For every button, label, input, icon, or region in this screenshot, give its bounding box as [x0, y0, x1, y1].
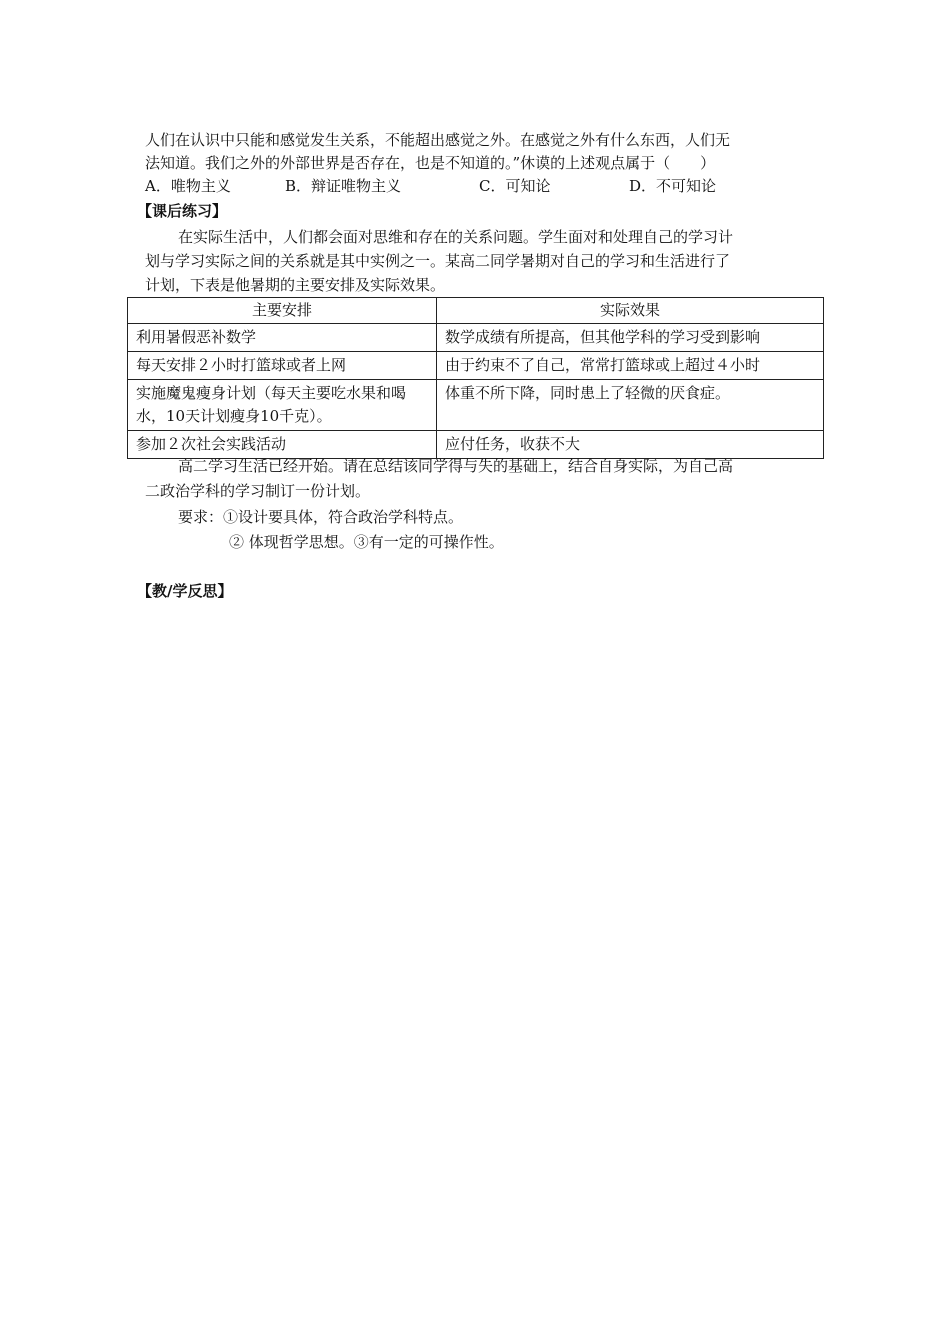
option-c: C．可知论 — [479, 177, 551, 195]
task-line-1: 高二学习生活已经开始。请在总结该同学得与失的基础上，结合自身实际，为自己高 — [178, 457, 734, 475]
option-a: A．唯物主义 — [145, 177, 231, 195]
requirement-line-1: 要求：①设计要具体，符合政治学科特点。 — [178, 508, 464, 526]
question-line-2: 法知道。我们之外的外部世界是否存在，也是不知道的。”休谟的上述观点属于（ ） — [145, 154, 716, 172]
question-line-1: 人们在认识中只能和感觉发生关系，不能超出感觉之外。在感觉之外有什么东西，人们无 — [145, 131, 731, 149]
table-row — [128, 324, 824, 352]
table-header-row — [128, 298, 824, 324]
table-row — [128, 352, 824, 380]
table-cell: 数学成绩有所提高，但其他学科的学习受到影响 — [437, 324, 824, 352]
table-cell: 参加２次社会实践活动 — [128, 431, 437, 459]
option-d: D．不可知论 — [629, 177, 717, 195]
table-cell: 每天安排２小时打篮球或者上网 — [128, 352, 437, 380]
practice-para-line-2: 划与学习实际之间的关系就是其中实例之一。某高二同学暑期对自己的学习和生活进行了 — [145, 252, 731, 270]
table-cell: 应付任务，收获不大 — [437, 431, 824, 459]
table-cell: 实施魔鬼瘦身计划（每天主要吃水果和喝水，10天计划瘦身10千克）。 — [128, 380, 437, 431]
practice-para-line-1: 在实际生活中，人们都会面对思维和存在的关系问题。学生面对和处理自己的学习计 — [178, 228, 734, 246]
table-cell: 利用暑假恶补数学 — [128, 324, 437, 352]
table-cell: 由于约束不了自己，常常打篮球或上超过４小时 — [437, 352, 824, 380]
option-b: B．辩证唯物主义 — [285, 177, 402, 195]
plan-table — [127, 297, 824, 459]
practice-heading: 【课后练习】 — [137, 202, 228, 220]
requirement-line-2: ② 体现哲学思想。③有一定的可操作性。 — [229, 533, 504, 551]
column-header-effect: 实际效果 — [437, 298, 824, 324]
task-line-2: 二政治学科的学习制订一份计划。 — [145, 482, 371, 500]
reflection-heading: 【教/学反思】 — [137, 582, 233, 600]
column-header-arrangement: 主要安排 — [128, 298, 437, 324]
practice-para-line-3: 计划，下表是他暑期的主要安排及实际效果。 — [145, 276, 446, 294]
table-row — [128, 380, 824, 431]
answer-options — [145, 175, 785, 197]
table-cell: 体重不所下降，同时患上了轻微的厌食症。 — [437, 380, 824, 431]
